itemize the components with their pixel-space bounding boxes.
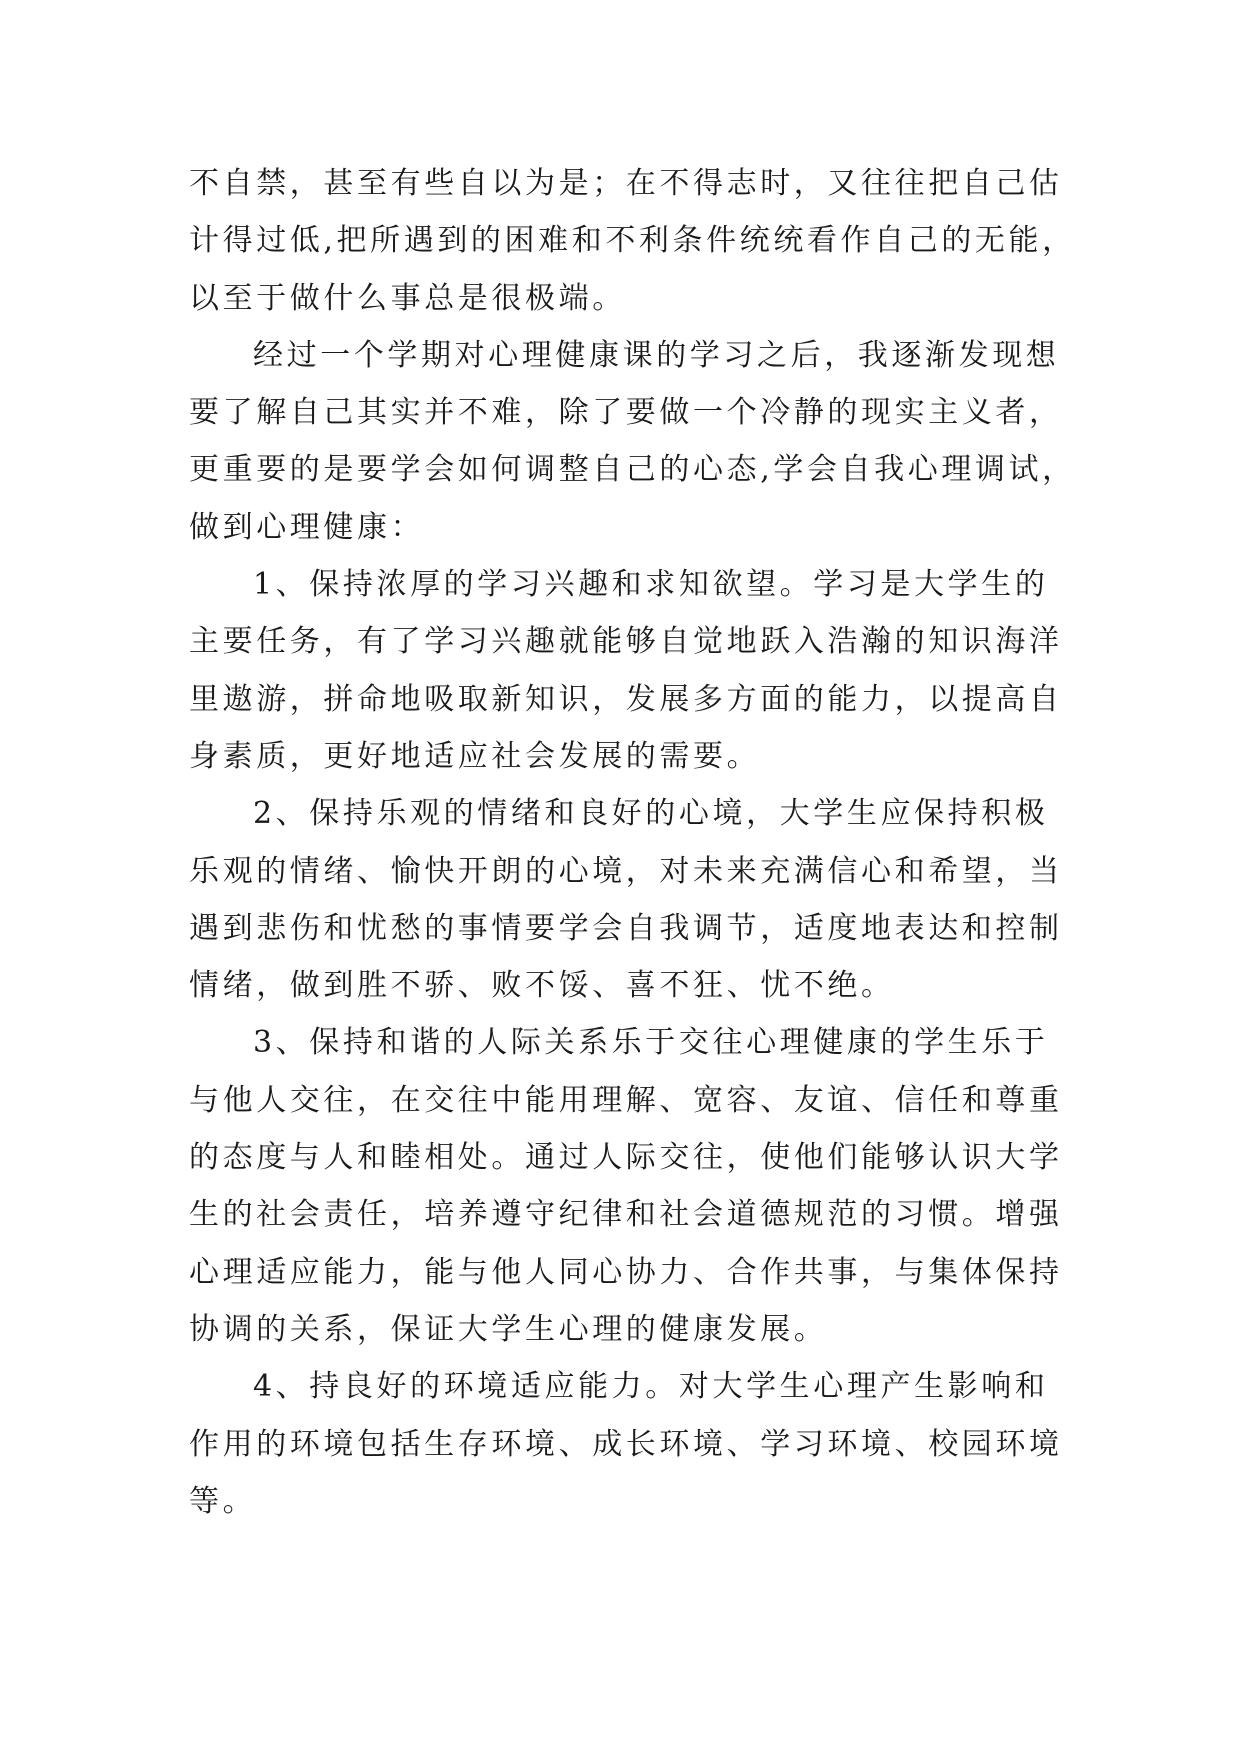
text-line: 不自禁，甚至有些自以为是；在不得志时，又往往把自己估 bbox=[189, 166, 1063, 201]
text-line: 计得过低,把所遇到的困难和不利条件统统看作自己的无能， bbox=[189, 223, 1076, 259]
text-line: 1、保持浓厚的学习兴趣和求知欲望。学习是大学生的 bbox=[253, 567, 1049, 603]
text-line: 做到心理健康： bbox=[189, 509, 425, 545]
text-line: 身素质，更好地适应社会发展的需要。 bbox=[189, 738, 761, 774]
text-line: 的态度与人和睦相处。通过人际交往，使他们能够认识大学 bbox=[189, 1140, 1063, 1176]
text-line: 主要任务，有了学习兴趣就能够自觉地跃入浩瀚的知识海洋 bbox=[189, 624, 1063, 660]
paragraph-1 bbox=[189, 155, 1089, 327]
text-line: 协调的关系，保证大学生心理的健康发展。 bbox=[189, 1311, 828, 1347]
text-line: 乐观的情绪、愉快开朗的心境，对未来充满信心和希望，当 bbox=[189, 853, 1063, 889]
text-line: 要了解自己其实并不难，除了要做一个冷静的现实主义者， bbox=[189, 395, 1063, 431]
text-line: 4、持良好的环境适应能力。对大学生心理产生影响和 bbox=[253, 1369, 1049, 1405]
text-line: 情绪，做到胜不骄、败不馁、喜不狂、忧不绝。 bbox=[189, 968, 895, 1004]
text-line: 遇到悲伤和忧愁的事情要学会自我调节，适度地表达和控制 bbox=[189, 910, 1063, 946]
paragraph-4 bbox=[189, 785, 1089, 1014]
text-line: 里遨游，拼命地吸取新知识，发展多方面的能力，以提高自 bbox=[189, 681, 1063, 717]
text-line: 作用的环境包括生存环境、成长环境、学习环境、校园环境 bbox=[189, 1426, 1063, 1462]
text-line: 以至于做什么事总是很极端。 bbox=[189, 280, 626, 316]
text-line: 生的社会责任，培养遵守纪律和社会道德规范的习惯。增强 bbox=[189, 1197, 1063, 1233]
text-line: 心理适应能力，能与他人同心协力、合作共事，与集体保持 bbox=[189, 1254, 1063, 1290]
paragraph-5 bbox=[189, 1014, 1089, 1358]
text-line: 3、保持和谐的人际关系乐于交往心理健康的学生乐于 bbox=[253, 1025, 1049, 1061]
document-body bbox=[189, 155, 1089, 1530]
text-line: 更重要的是要学会如何调整自己的心态,学会自我心理调试， bbox=[189, 452, 1076, 488]
paragraph-3 bbox=[189, 556, 1089, 785]
text-line: 经过一个学期对心理健康课的学习之后，我逐渐发现想 bbox=[253, 337, 1060, 373]
paragraph-2 bbox=[189, 327, 1089, 556]
text-line: 2、保持乐观的情绪和良好的心境，大学生应保持积极 bbox=[253, 796, 1049, 832]
paragraph-6 bbox=[189, 1358, 1089, 1530]
text-line: 与他人交往，在交往中能用理解、宽容、友谊、信任和尊重 bbox=[189, 1082, 1063, 1118]
text-line: 等。 bbox=[189, 1483, 257, 1519]
